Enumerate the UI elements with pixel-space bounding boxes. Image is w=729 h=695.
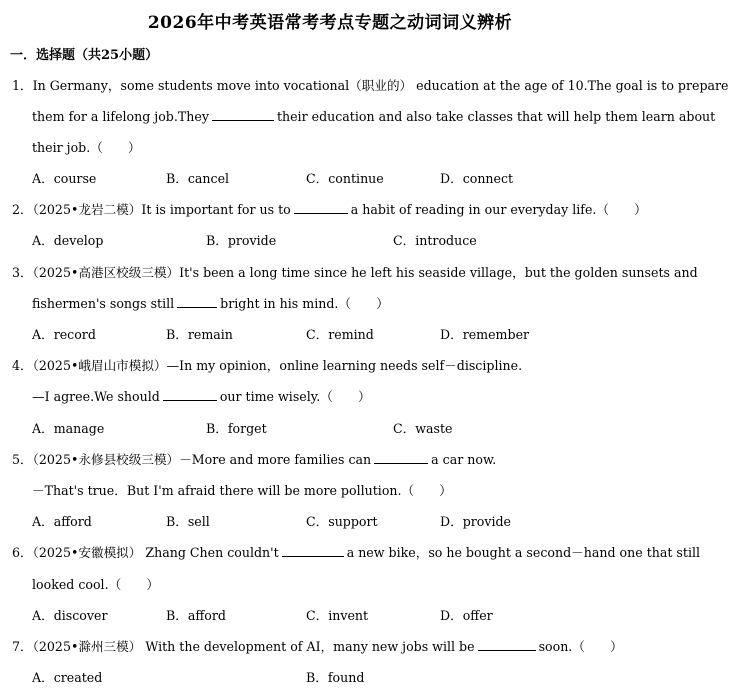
question-6-line-2: looked cool.（ ） bbox=[32, 577, 159, 592]
answer-blank bbox=[212, 108, 274, 121]
answer-blank bbox=[163, 388, 217, 401]
question-4-line-1: 4．（2025•峨眉山市模拟）—In my opinion，online learning needs self－discipline. bbox=[12, 358, 523, 373]
question-2-line-1: 2．（2025•龙岩二模）It is important for us to a habit of reading in our everyday life.（ ） bbox=[12, 202, 647, 217]
question-5-line-2: －That's true．But I'm afraid there will be more pollution.（ ） bbox=[32, 483, 452, 498]
question-1-line-2: them for a lifelong job.They their education and also take classes that will help them learn about bbox=[32, 109, 716, 124]
question-1-option-a[interactable]: A．course bbox=[32, 171, 97, 186]
question-3-line-2: fishermen's songs still bright in his mind.（ ） bbox=[32, 296, 389, 311]
question-5-line-1: 5．（2025•永修县校级三模）－More and more families can a car now. bbox=[12, 452, 497, 467]
question-5-option-c[interactable]: C．support bbox=[306, 514, 378, 529]
question-6-option-b[interactable]: B．afford bbox=[166, 608, 226, 623]
question-6-option-c[interactable]: C．invent bbox=[306, 608, 369, 623]
question-1-option-d[interactable]: D．connect bbox=[440, 171, 514, 186]
question-7-line-1: 7．（2025•滁州三模） With the development of AI，many new jobs will be soon.（ ） bbox=[12, 639, 623, 654]
document-title: 2026年中考英语常考考点专题之动词词义辨析 bbox=[147, 13, 513, 33]
answer-blank bbox=[177, 295, 217, 308]
question-4-option-b[interactable]: B．forget bbox=[206, 421, 267, 436]
question-4-option-a[interactable]: A．manage bbox=[32, 421, 105, 436]
question-3-option-d[interactable]: D．remember bbox=[440, 327, 530, 342]
question-5-option-d[interactable]: D．provide bbox=[440, 514, 512, 529]
question-3-line-1: 3．（2025•高港区校级三模）It's been a long time since he left his seaside village，but the golden sunsets and bbox=[12, 265, 698, 280]
question-7-option-b[interactable]: B．found bbox=[306, 670, 365, 685]
question-1-line-3: their job.（ ） bbox=[32, 140, 141, 155]
answer-blank bbox=[478, 638, 536, 651]
question-5-option-b[interactable]: B．sell bbox=[166, 514, 210, 529]
question-1-option-b[interactable]: B．cancel bbox=[166, 171, 230, 186]
question-1-option-c[interactable]: C．continue bbox=[306, 171, 384, 186]
question-7-option-a[interactable]: A．created bbox=[32, 670, 103, 685]
answer-blank bbox=[294, 201, 348, 214]
question-3-option-b[interactable]: B．remain bbox=[166, 327, 233, 342]
question-2-option-b[interactable]: B．provide bbox=[206, 233, 277, 248]
question-6-option-a[interactable]: A．discover bbox=[32, 608, 108, 623]
question-4-option-c[interactable]: C．waste bbox=[393, 421, 453, 436]
question-4-line-2: —I agree.We should our time wisely.（ ） bbox=[32, 389, 371, 404]
section-heading: 一．选择题（共25小题） bbox=[10, 48, 159, 63]
question-6-line-1: 6．（2025•安徽模拟） Zhang Chen couldn't a new bike，so he bought a second－hand one that still bbox=[12, 545, 701, 560]
question-3-option-c[interactable]: C．remind bbox=[306, 327, 374, 342]
answer-blank bbox=[374, 451, 428, 464]
question-3-option-a[interactable]: A．record bbox=[32, 327, 96, 342]
question-5-option-a[interactable]: A．afford bbox=[32, 514, 92, 529]
question-1-line-1: 1．In Germany，some students move into vocational（职业的） education at the age of 10.The goal is to prepare bbox=[12, 78, 729, 93]
answer-blank bbox=[282, 544, 344, 557]
question-2-option-c[interactable]: C．introduce bbox=[393, 233, 477, 248]
question-6-option-d[interactable]: D．offer bbox=[440, 608, 493, 623]
question-2-option-a[interactable]: A．develop bbox=[32, 233, 104, 248]
